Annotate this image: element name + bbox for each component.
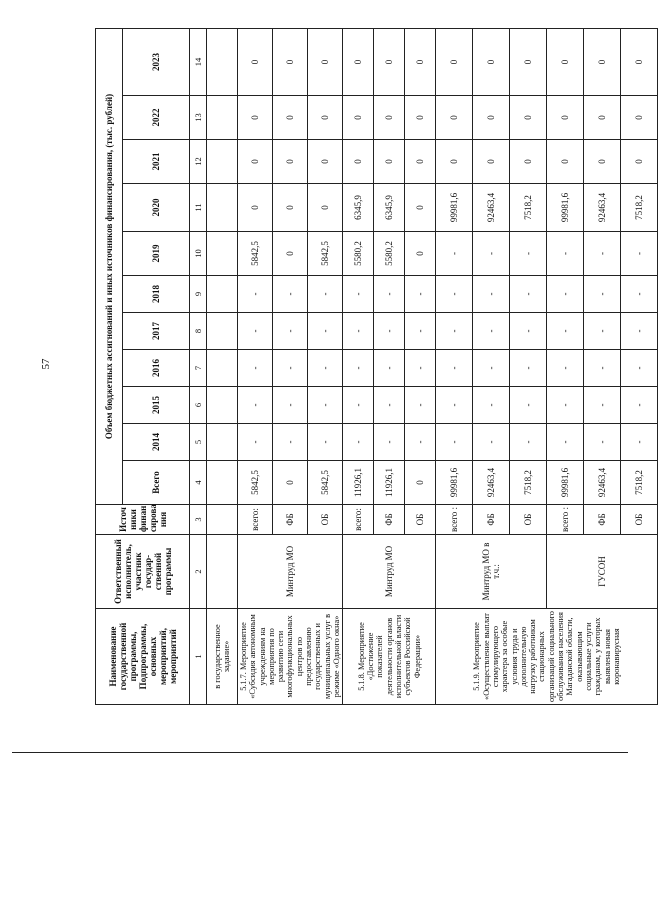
empty-cell — [207, 232, 238, 276]
total-value: 0 — [405, 461, 436, 505]
year-value: 0 — [584, 140, 621, 184]
empty-cell — [207, 461, 238, 505]
year-value: 0 — [343, 140, 374, 184]
year-value: - — [343, 313, 374, 350]
year-value: - — [374, 350, 405, 387]
year-value: - — [510, 313, 547, 350]
year-value: 0 — [436, 96, 473, 140]
executor: Минтруд МО — [343, 535, 436, 609]
year-value: - — [510, 232, 547, 276]
column-number: 6 — [190, 387, 207, 424]
year-value: 0 — [405, 29, 436, 96]
funding-source: ОБ — [621, 505, 658, 535]
year-value: 99981,6 — [547, 184, 584, 232]
year-value: - — [473, 276, 510, 313]
total-value: 92463,4 — [473, 461, 510, 505]
year-value: 0 — [473, 96, 510, 140]
total-value: 11926,1 — [343, 461, 374, 505]
year-value: 0 — [405, 184, 436, 232]
funding-source: всего: — [343, 505, 374, 535]
year-value: - — [238, 276, 273, 313]
header-source: Источ ники финан сирова ния — [96, 505, 190, 535]
empty-cell — [207, 29, 238, 96]
year-value: - — [584, 424, 621, 461]
year-value: 0 — [374, 29, 405, 96]
year-value: - — [621, 276, 658, 313]
column-number: 7 — [190, 350, 207, 387]
header-year: 2021 — [123, 140, 190, 184]
year-value: - — [473, 387, 510, 424]
empty-cell — [207, 387, 238, 424]
funding-source: ОБ — [405, 505, 436, 535]
empty-cell — [207, 535, 238, 609]
year-value: - — [273, 387, 308, 424]
total-value: 92463,4 — [584, 461, 621, 505]
year-value: - — [621, 424, 658, 461]
year-value: 0 — [473, 140, 510, 184]
year-value: 0 — [621, 29, 658, 96]
empty-cell — [207, 505, 238, 535]
year-value: 0 — [273, 184, 308, 232]
empty-cell — [207, 424, 238, 461]
year-value: 0 — [547, 140, 584, 184]
measure-name: 5.1.9. Мероприятие «Осуществление выплат стимулирующего характера за особые условия труда и дополнительную нагрузку работникам стационарных организаций социального обслуживания населения Магаданской области, оказывающим социальные услуги гражданам, у которых выявлена новая коронавирусная — [436, 609, 658, 705]
year-value: - — [238, 424, 273, 461]
year-value: - — [436, 276, 473, 313]
year-value: - — [584, 387, 621, 424]
column-number: 2 — [190, 535, 207, 609]
funding-source: ФБ — [473, 505, 510, 535]
column-number: 13 — [190, 96, 207, 140]
year-value: - — [621, 313, 658, 350]
budget-table-rotated — [95, 29, 645, 705]
year-value: - — [405, 424, 436, 461]
year-value: - — [584, 232, 621, 276]
year-value: 0 — [510, 96, 547, 140]
year-value: 0 — [238, 140, 273, 184]
year-value: 5842,5 — [308, 232, 343, 276]
total-value: 99981,6 — [547, 461, 584, 505]
year-value: 0 — [510, 29, 547, 96]
funding-source: всего: — [238, 505, 273, 535]
year-value: - — [510, 387, 547, 424]
measure-name: 5.1.8. Мероприятие «Достижение показателей деятельности органов исполнительной власти субъектов Российской Федерации» — [343, 609, 436, 705]
year-value: - — [584, 276, 621, 313]
year-value: - — [436, 232, 473, 276]
header-year: 2020 — [123, 184, 190, 232]
year-value: 0 — [308, 184, 343, 232]
year-value: - — [405, 350, 436, 387]
year-value: - — [547, 387, 584, 424]
header-name: Наименование государственной программы, Подпрограммы, основных мероприятий, мероприятий — [96, 609, 190, 705]
total-value: 11926,1 — [374, 461, 405, 505]
header-year: 2015 — [123, 387, 190, 424]
year-value: - — [374, 424, 405, 461]
column-number: 10 — [190, 232, 207, 276]
total-value: 7518,2 — [621, 461, 658, 505]
year-value: 0 — [238, 29, 273, 96]
year-value: 0 — [621, 140, 658, 184]
header-year: 2019 — [123, 232, 190, 276]
empty-cell — [207, 313, 238, 350]
year-value: 0 — [308, 140, 343, 184]
year-value: - — [473, 232, 510, 276]
year-value: - — [238, 350, 273, 387]
year-value: - — [436, 350, 473, 387]
funding-source: всего : — [436, 505, 473, 535]
year-value: 0 — [238, 96, 273, 140]
year-value: - — [238, 313, 273, 350]
empty-cell — [207, 96, 238, 140]
year-value: 0 — [374, 140, 405, 184]
empty-cell — [207, 350, 238, 387]
header-year: 2018 — [123, 276, 190, 313]
header-total: Всего — [123, 461, 190, 505]
total-value: 99981,6 — [436, 461, 473, 505]
year-value: - — [621, 387, 658, 424]
year-value: 0 — [308, 29, 343, 96]
year-value: - — [473, 313, 510, 350]
year-value: - — [308, 424, 343, 461]
year-value: 0 — [547, 29, 584, 96]
year-value: 0 — [584, 96, 621, 140]
continued-name-fragment: в государственное задание» — [207, 609, 238, 705]
horizontal-rule — [12, 752, 628, 753]
header-year: 2014 — [123, 424, 190, 461]
table-row — [436, 29, 473, 705]
year-value: - — [436, 424, 473, 461]
year-value: 0 — [238, 184, 273, 232]
year-value: - — [547, 313, 584, 350]
column-number: 5 — [190, 424, 207, 461]
year-value: 5580,2 — [374, 232, 405, 276]
year-value: 92463,4 — [584, 184, 621, 232]
executor: Минтруд МО в т.ч.: — [436, 535, 547, 609]
year-value: - — [584, 313, 621, 350]
year-value: - — [584, 350, 621, 387]
year-value: - — [621, 232, 658, 276]
year-value: - — [374, 387, 405, 424]
year-value: - — [374, 276, 405, 313]
year-value: - — [405, 313, 436, 350]
year-value: - — [405, 387, 436, 424]
year-value: - — [436, 387, 473, 424]
year-value: - — [273, 276, 308, 313]
page-number: 57 — [40, 358, 52, 370]
year-value: - — [273, 350, 308, 387]
header-year: 2023 — [123, 29, 190, 96]
year-value: 92463,4 — [473, 184, 510, 232]
budget-table — [95, 28, 658, 705]
year-value: 7518,2 — [621, 184, 658, 232]
empty-cell — [207, 184, 238, 232]
year-value: - — [621, 350, 658, 387]
year-value: 0 — [405, 96, 436, 140]
year-value: - — [547, 350, 584, 387]
year-value: 0 — [584, 29, 621, 96]
funding-source: ФБ — [584, 505, 621, 535]
year-value: 0 — [374, 96, 405, 140]
executor: Минтруд МО — [238, 535, 343, 609]
table-body — [238, 29, 658, 705]
column-number: 4 — [190, 461, 207, 505]
year-value: 0 — [405, 140, 436, 184]
year-value: - — [273, 313, 308, 350]
year-value: 0 — [621, 96, 658, 140]
table-row — [343, 29, 374, 705]
column-number: 12 — [190, 140, 207, 184]
funding-source: всего : — [547, 505, 584, 535]
table-row — [547, 29, 584, 705]
year-value: - — [510, 350, 547, 387]
year-value: 0 — [343, 96, 374, 140]
year-value: - — [473, 424, 510, 461]
year-value: - — [343, 276, 374, 313]
column-number: 3 — [190, 505, 207, 535]
year-value: 0 — [273, 96, 308, 140]
header-funding-group: Объем бюджетных ассигнований и иных источников финансирования, (тыс. рублей) — [96, 29, 123, 505]
total-value: 7518,2 — [510, 461, 547, 505]
column-number: 9 — [190, 276, 207, 313]
funding-source: ФБ — [374, 505, 405, 535]
column-number: 14 — [190, 29, 207, 96]
funding-source: ОБ — [308, 505, 343, 535]
header-year: 2016 — [123, 350, 190, 387]
year-value: 0 — [308, 96, 343, 140]
year-value: - — [308, 387, 343, 424]
year-value: - — [343, 350, 374, 387]
year-value: - — [547, 232, 584, 276]
year-value: - — [405, 276, 436, 313]
year-value: 0 — [343, 29, 374, 96]
year-value: 0 — [510, 140, 547, 184]
year-value: - — [308, 276, 343, 313]
empty-cell — [207, 140, 238, 184]
table-row-fragment — [207, 29, 238, 705]
year-value: - — [436, 313, 473, 350]
year-value: - — [308, 313, 343, 350]
year-value: 0 — [473, 29, 510, 96]
year-value: 6345,9 — [374, 184, 405, 232]
empty-cell — [207, 276, 238, 313]
executor: ГУСОН — [547, 535, 658, 609]
year-value: 0 — [405, 232, 436, 276]
year-value: - — [510, 424, 547, 461]
year-value: 5842,5 — [238, 232, 273, 276]
funding-source: ФБ — [273, 505, 308, 535]
column-number: 8 — [190, 313, 207, 350]
year-value: 0 — [273, 232, 308, 276]
total-value: 0 — [273, 461, 308, 505]
header-year: 2017 — [123, 313, 190, 350]
year-value: 99981,6 — [436, 184, 473, 232]
year-value: - — [343, 387, 374, 424]
year-value: - — [273, 424, 308, 461]
total-value: 5842,5 — [238, 461, 273, 505]
year-value: - — [343, 424, 374, 461]
year-value: 0 — [547, 96, 584, 140]
year-value: - — [547, 424, 584, 461]
table-row — [238, 29, 273, 705]
year-value: 6345,9 — [343, 184, 374, 232]
column-number: 11 — [190, 184, 207, 232]
column-number: 1 — [190, 609, 207, 705]
year-value: - — [374, 313, 405, 350]
year-value: - — [238, 387, 273, 424]
funding-source: ОБ — [510, 505, 547, 535]
year-value: 7518,2 — [510, 184, 547, 232]
year-value: 0 — [273, 29, 308, 96]
year-value: 5580,2 — [343, 232, 374, 276]
header-executor: Ответственный исполнитель, участник государ-ственной программы — [96, 535, 190, 609]
year-value: - — [473, 350, 510, 387]
measure-name: 5.1.7. Мероприятие «Субсидия автономным учреждениям на мероприятия по развитию сети многофункциональных центров по предоставлению государственных и муниципальных услуг в режиме «Одного окна» — [238, 609, 343, 705]
year-value: 0 — [273, 140, 308, 184]
year-value: - — [510, 276, 547, 313]
year-value: - — [547, 276, 584, 313]
year-value: 0 — [436, 140, 473, 184]
column-number-row — [190, 29, 207, 705]
year-value: - — [308, 350, 343, 387]
header-year: 2022 — [123, 96, 190, 140]
year-value: 0 — [436, 29, 473, 96]
total-value: 5842,5 — [308, 461, 343, 505]
